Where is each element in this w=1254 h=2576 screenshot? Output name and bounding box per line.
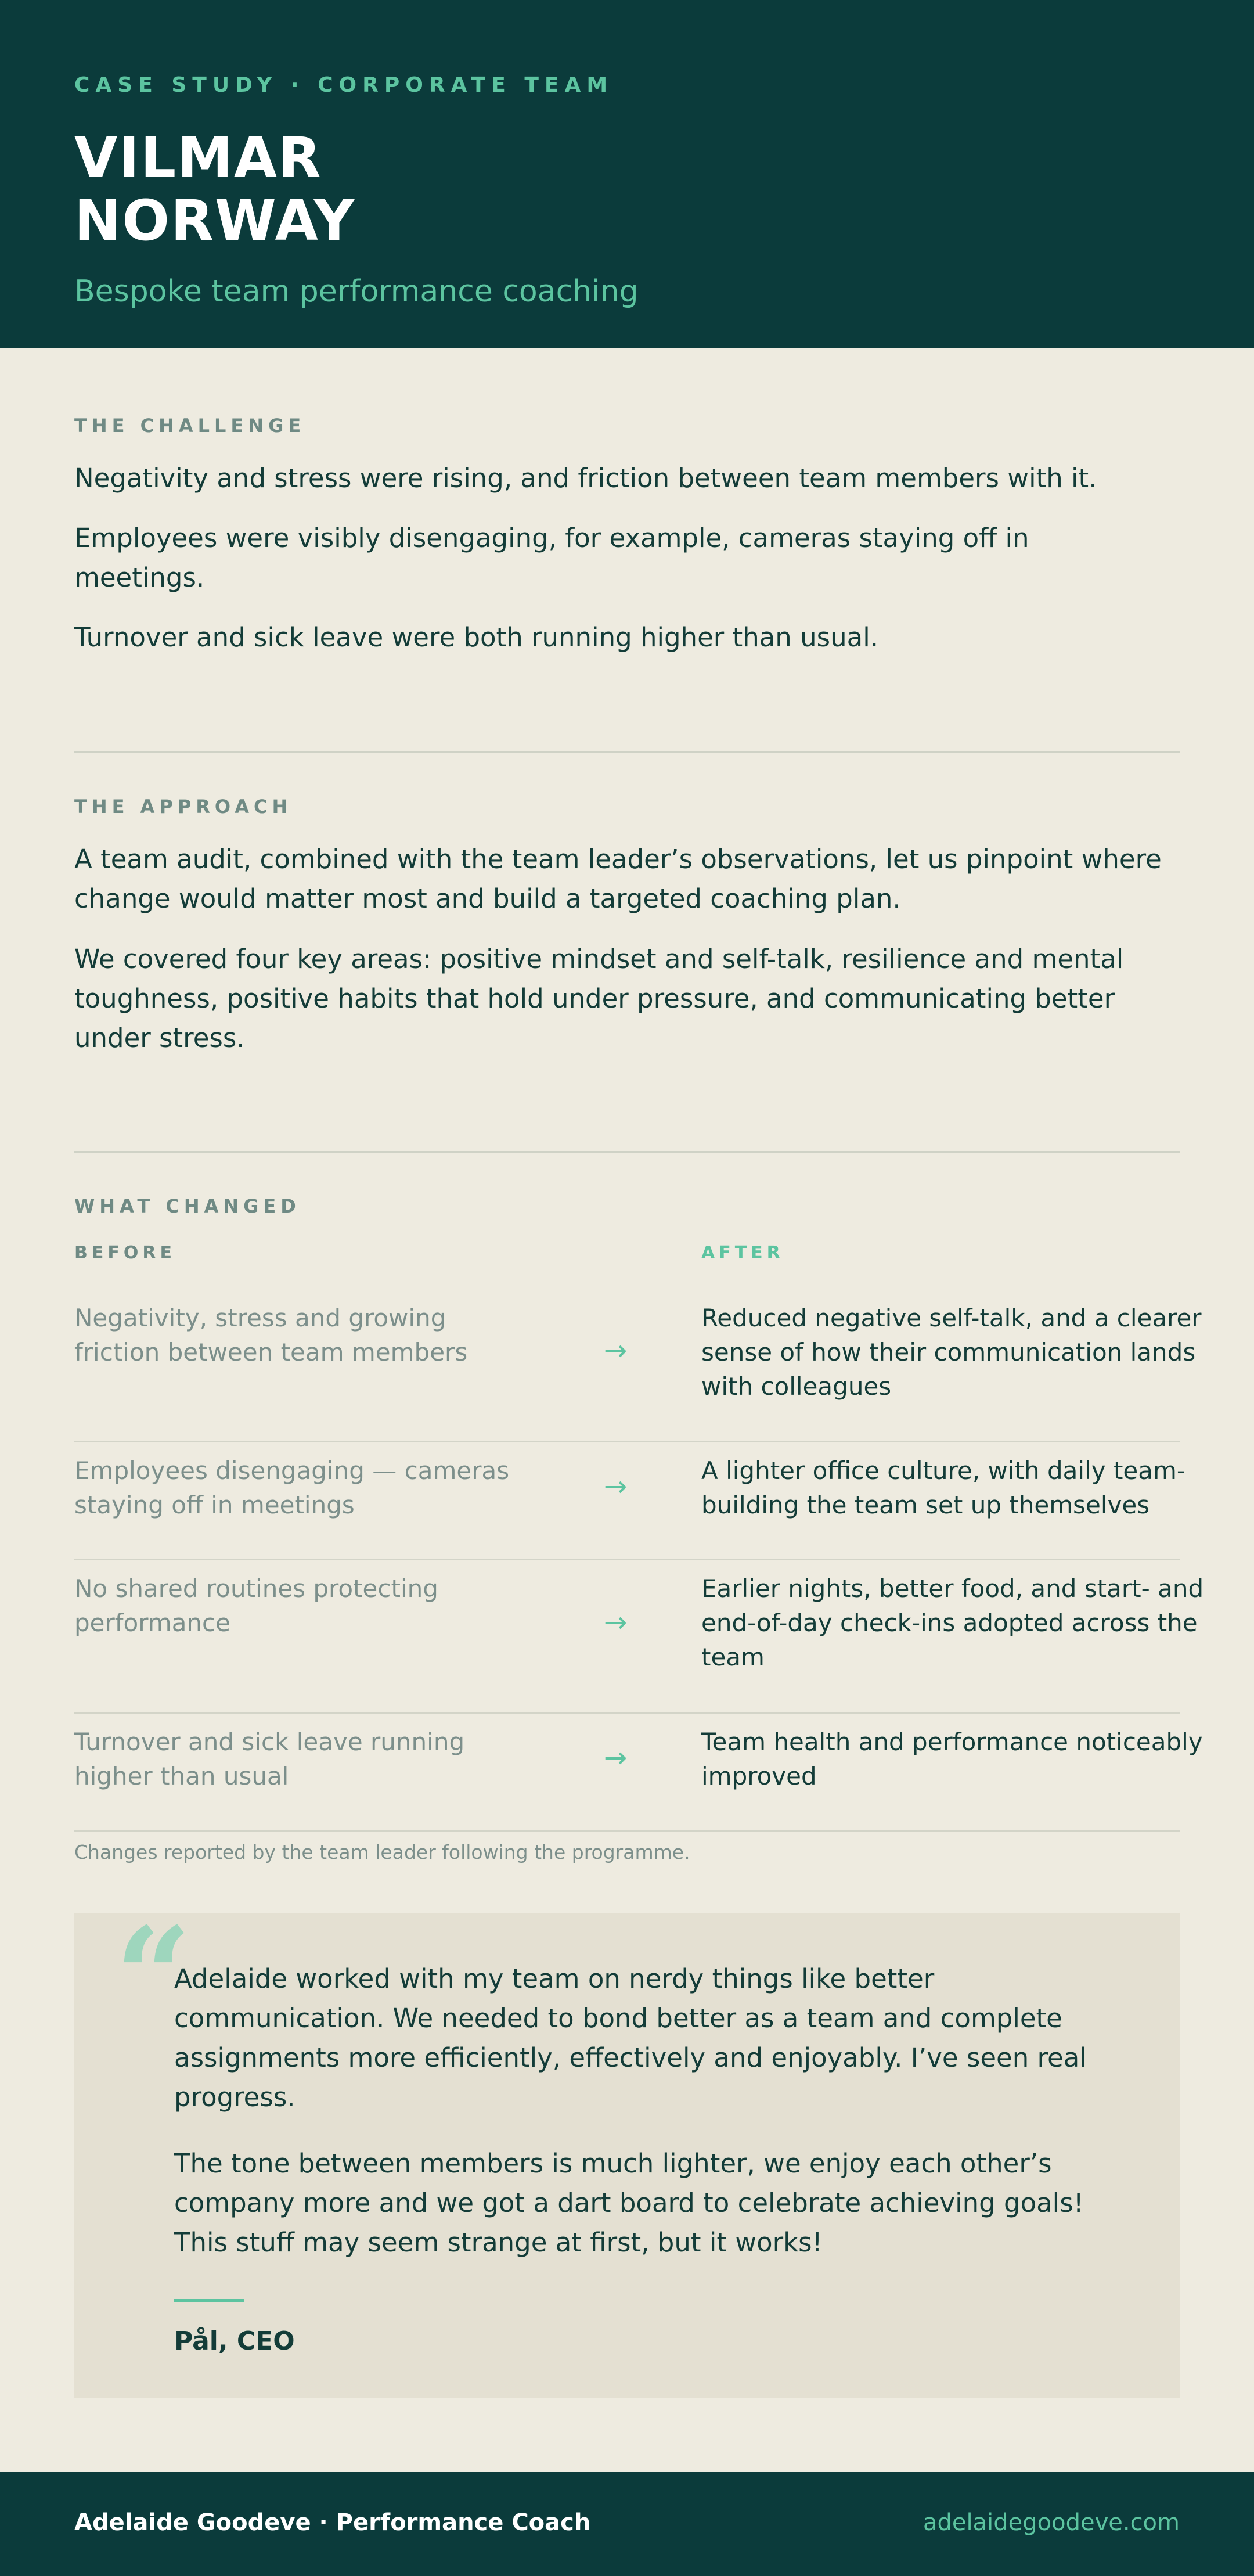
challenge-paragraph-3: Turnover and sick leave were both running higher than usual. <box>74 622 879 653</box>
approach-paragraph-2: We covered four key areas: positive mindset and self-talk, resilience and mental toughness, positive habits that hold under pressure, and communicating better under stress. <box>74 944 1124 1053</box>
challenge-paragraph-1: Negativity and stress were rising, and friction between team members with it. <box>74 463 1097 494</box>
testimonial-card <box>74 1898 1180 2398</box>
changes-footnote: Changes reported by the team leader following the programme. <box>74 1841 690 1863</box>
title-line-1: VILMAR <box>74 125 322 190</box>
row-divider <box>74 1830 1180 1832</box>
after-cell: Earlier nights, better food, and start- and end-of-day check-ins adopted across the team <box>701 1574 1204 1671</box>
arrow-icon: → <box>603 1470 628 1503</box>
page-footer <box>0 2472 1254 2576</box>
before-cell: No shared routines protecting performance <box>74 1574 438 1637</box>
what-changed-label: WHAT CHANGED <box>74 1195 301 1217</box>
approach-label: THE APPROACH <box>74 796 293 818</box>
approach-paragraph-1: A team audit, combined with the team leader’s observations, let us pinpoint where change would matter most and build a targeted coaching plan. <box>74 844 1162 914</box>
after-cell: Team health and performance noticeably improved <box>701 1728 1203 1790</box>
row-divider <box>74 1712 1180 1714</box>
before-cell: Turnover and sick leave running higher than usual <box>74 1728 465 1790</box>
testimonial-author: Pål, CEO <box>174 2326 295 2356</box>
quote-icon: “ <box>115 1898 192 2055</box>
after-cell: Reduced negative self-talk, and a clearer sense of how their communication lands with colleagues <box>701 1304 1202 1401</box>
title-line-2: NORWAY <box>74 188 356 253</box>
before-column-header: BEFORE <box>74 1243 176 1263</box>
row-divider <box>74 1559 1180 1560</box>
after-cell: A lighter office culture, with daily team-building the team set up themselves <box>701 1456 1186 1519</box>
testimonial-paragraph-1: Adelaide worked with my team on nerdy things like better communication. We needed to bond better as a team and complete assignments more efficiently, effectively and enjoyably. I’ve seen real progress. <box>174 1963 1087 2113</box>
before-cell: Negativity, stress and growing friction between team members <box>74 1304 468 1366</box>
arrow-icon: → <box>603 1606 628 1639</box>
hero-header <box>0 0 1254 348</box>
footer-website-link[interactable]: adelaidegoodeve.com <box>923 2509 1180 2536</box>
case-study-eyebrow: CASE STUDY · CORPORATE TEAM <box>74 73 614 97</box>
arrow-icon: → <box>603 1334 628 1367</box>
footer-coach-name: Adelaide Goodeve · Performance Coach <box>74 2509 591 2536</box>
row-divider <box>74 1441 1180 1442</box>
before-cell: Employees disengaging — cameras staying off in meetings <box>74 1456 510 1519</box>
arrow-icon: → <box>603 1742 628 1774</box>
after-column-header: AFTER <box>701 1243 784 1263</box>
page-title <box>74 127 771 252</box>
page-subtitle: Bespoke team performance coaching <box>74 274 639 309</box>
challenge-label: THE CHALLENGE <box>74 415 306 437</box>
testimonial-paragraph-2: The tone between members is much lighter, we enjoy each other’s company more and we got a dart board to celebrate achieving goals! This stuff may seem strange at first, but it works! <box>174 2148 1084 2258</box>
author-divider <box>174 2299 244 2302</box>
section-divider <box>74 751 1180 753</box>
challenge-paragraph-2: Employees were visibly disengaging, for example, cameras staying off in meetings. <box>74 523 1029 593</box>
section-divider <box>74 1151 1180 1153</box>
